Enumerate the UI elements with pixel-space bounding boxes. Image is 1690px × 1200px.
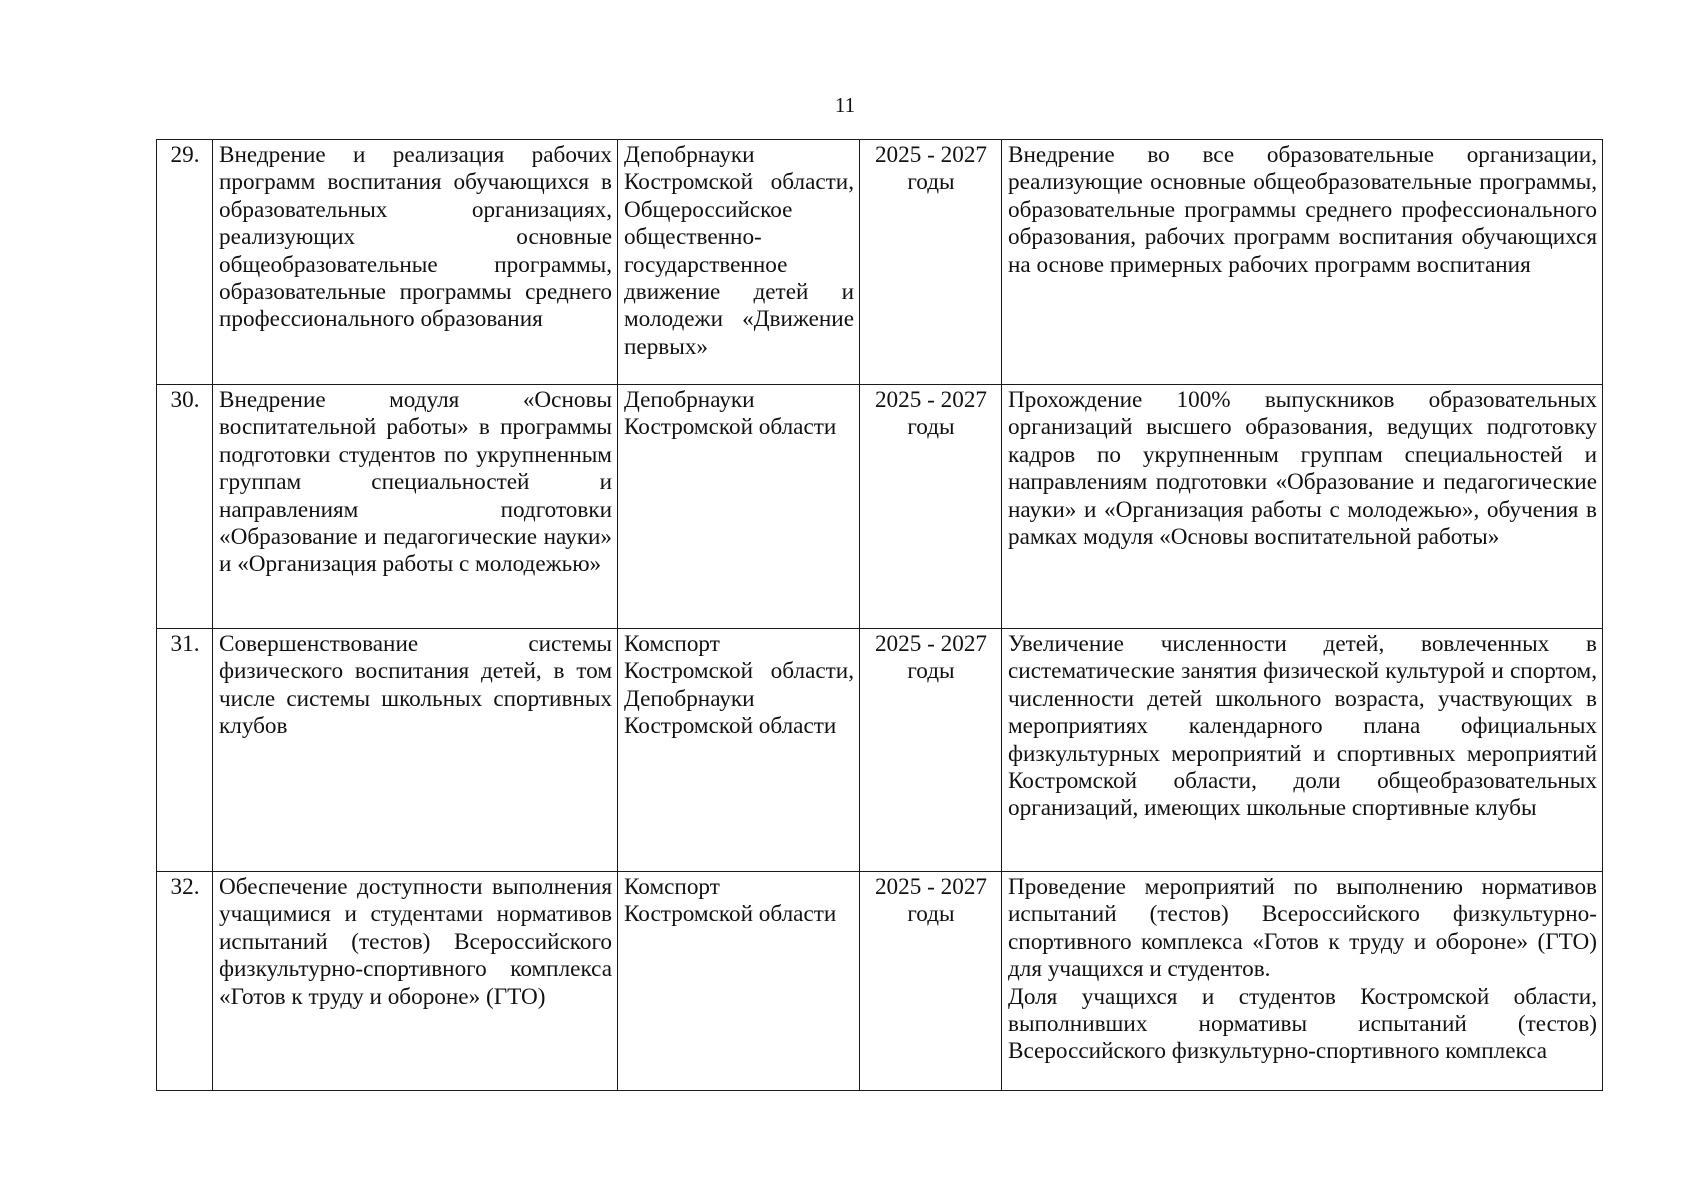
page-number: 11	[834, 93, 856, 117]
result-cell: Внедрение во все образовательные организации, реализующие основные общеобразовательные программы, образовательные программы среднего профессионального образования, рабочих программ воспитания обучающихся на основе примерных рабочих программ воспитания	[1002, 140, 1603, 385]
result-text-continued: Доля учащихся и студентов Костромской области, выполнивших нормативы испытаний (тестов) Всероссийского физкультурно-спортивного комплекса	[1008, 983, 1597, 1065]
period-cell: 2025 - 2027 годы	[860, 385, 1002, 629]
responsible-cell: Комспорт Костромской области	[618, 872, 860, 1091]
table-row	[157, 629, 1603, 872]
table-row	[157, 385, 1603, 629]
row-number: 29.	[157, 140, 213, 385]
event-cell: Обеспечение доступности выполнения учащимися и студентами нормативов испытаний (тестов) Всероссийского физкультурно-спортивного комплекса «Готов к труду и обороне» (ГТО)	[213, 872, 618, 1091]
result-cell	[1002, 872, 1603, 1091]
event-cell: Совершенствование системы физического воспитания детей, в том числе системы школьных спортивных клубов	[213, 629, 618, 872]
table-row	[157, 140, 1603, 385]
row-number: 32.	[157, 872, 213, 1091]
event-cell: Внедрение и реализация рабочих программ воспитания обучающихся в образовательных организациях, реализующих основные общеобразовательные программы, образовательные программы среднего профессионального образования	[213, 140, 618, 385]
period-cell: 2025 - 2027 годы	[860, 629, 1002, 872]
responsible-cell: Комспорт Костромской области, Депобрнауки Костромской области	[618, 629, 860, 872]
result-cell: Увеличение численности детей, вовлеченных в систематические занятия физической культурой и спортом, численности детей школьного возраста, участвующих в мероприятиях календарного плана официальных физкультурных мероприятий и спортивных мероприятий Костромской области, доли общеобразовательных организаций, имеющих школьные спортивные клубы	[1002, 629, 1603, 872]
event-cell: Внедрение модуля «Основы воспитательной работы» в программы подготовки студентов по укрупненным группам специальностей и направлениям подготовки «Образование и педагогические науки» и «Организация работы с молодежью»	[213, 385, 618, 629]
period-cell: 2025 - 2027 годы	[860, 140, 1002, 385]
result-cell: Прохождение 100% выпускников образовательных организаций высшего образования, ведущих подготовку кадров по укрупненным группам специальностей и направлениям подготовки «Образование и педагогические науки» и «Организация работы с молодежью», обучения в рамках модуля «Основы воспитательной работы»	[1002, 385, 1603, 629]
row-number: 30.	[157, 385, 213, 629]
period-cell: 2025 - 2027 годы	[860, 872, 1002, 1091]
table-row	[157, 872, 1603, 1091]
activities-table	[156, 139, 1603, 1091]
result-text: Проведение мероприятий по выполнению нормативов испытаний (тестов) Всероссийского физкультурно-спортивного комплекса «Готов к труду и обороне» (ГТО) для учащихся и студентов.	[1008, 874, 1597, 983]
row-number: 31.	[157, 629, 213, 872]
responsible-cell: Депобрнауки Костромской области	[618, 385, 860, 629]
responsible-cell: Депобрнауки Костромской области, Общероссийское общественно-государственное движение детей и молодежи «Движение первых»	[618, 140, 860, 385]
